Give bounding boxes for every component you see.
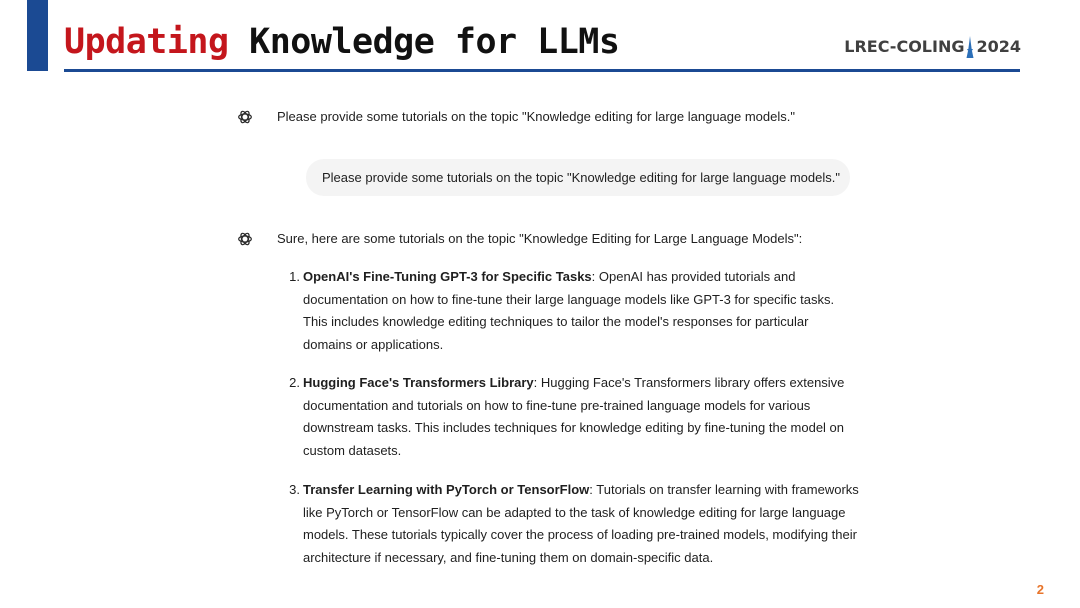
conference-logo [844,36,1021,58]
conference-name: LREC-COLING [844,37,965,56]
user-message-text: Please provide some tutorials on the topic "Knowledge editing for large language models." [322,170,840,185]
tutorial-text: : OpenAI has provided tutorials and documentation on how to fine-tune their large language models like GPT-3 for specific tasks. This includes knowledge editing techniques to tailor the model's responses for particular domains or applications. [303,269,835,353]
tutorial-item [280,266,860,357]
openai-logo-icon [237,231,253,247]
tutorial-item [280,479,860,570]
assistant-reply-intro: Sure, here are some tutorials on the topic "Knowledge Editing for Large Language Models": [277,231,803,246]
assistant-message-1: Please provide some tutorials on the topic "Knowledge editing for large language models." [277,109,795,124]
tutorial-number: 1. [289,269,300,284]
tutorial-item [280,372,860,463]
tutorial-title: Hugging Face's Transformers Library [303,375,534,390]
tutorial-title: OpenAI's Fine-Tuning GPT-3 for Specific Tasks [303,269,592,284]
slide-title [64,18,619,66]
tutorial-text: : Hugging Face's Transformers library offers extensive documentation and tutorials on how to fine-tune pre-trained language models for various downstream tasks. This includes techniques for knowledge editing by fine-tuning the model on custom datasets. [303,375,845,459]
accent-bar [27,0,48,71]
tutorial-number: 2. [289,375,300,390]
conference-year: 2024 [976,37,1021,56]
user-message-bubble [306,159,850,196]
title-highlight: Updating [64,22,229,62]
title-rest: Knowledge for LLMs [228,22,620,62]
page-number: 2 [1036,582,1044,597]
tutorial-number: 3. [289,482,300,497]
title-rule [64,69,1020,72]
tutorial-title: Transfer Learning with PyTorch or TensorFlow [303,482,590,497]
tutorial-text: : Tutorials on transfer learning with frameworks like PyTorch or TensorFlow can be adapted to the task of knowledge editing for large language models. These tutorials typically cover the process of loading pre-trained models, modifying their architecture if necessary, and fine-tuning them on domain-specific data. [303,482,859,566]
openai-logo-icon [237,109,253,125]
tower-icon [965,36,975,58]
